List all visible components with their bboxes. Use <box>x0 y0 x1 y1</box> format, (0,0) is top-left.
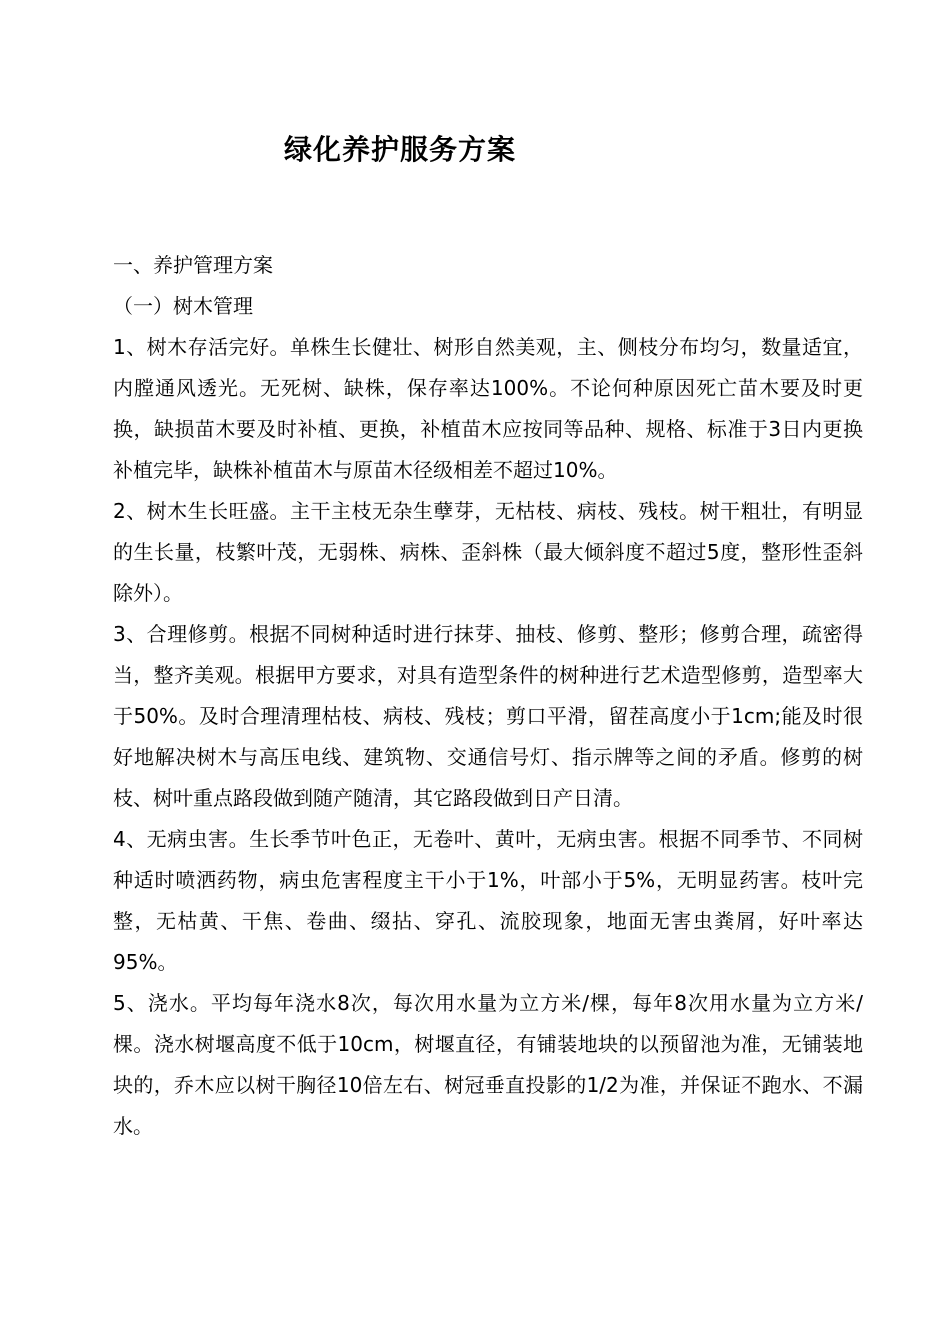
paragraph-item: 2、树木生长旺盛。主干主枝无杂生孽芽，无枯枝、病枝、残枝。树干粗壮，有明显的生长量，枝繁叶茂，无弱株、病株、歪斜株（最大倾斜度不超过5度，整形性歪斜除外）。 <box>113 499 863 605</box>
section-heading: 一、养护管理方案 <box>113 253 273 277</box>
paragraph-item: 5、浇水。平均每年浇水8次，每次用水量为立方米/棵，每年8次用水量为立方米/棵。浇水树堰高度不低于10cm，树堰直径，有铺装地块的以预留池为准，无铺装地块的，乔木应以树干胸径10倍左右、树冠垂直投影的1/2为准，并保证不跑水、不漏水。 <box>113 991 863 1138</box>
paragraph-item: 4、无病虫害。生长季节叶色正，无卷叶、黄叶，无病虫害。根据不同季节、不同树种适时喷洒药物，病虫危害程度主干小于1%，叶部小于5%，无明显药害。枝叶完整，无枯黄、干焦、卷曲、缀拈、穿孔、流胶现象，地面无害虫粪屑，好叶率达95%。 <box>113 827 863 974</box>
paragraph-item: 1、树木存活完好。单株生长健壮、树形自然美观，主、侧枝分布均匀，数量适宜，内膛通风透光。无死树、缺株，保存率达100%。不论何种原因死亡苗木要及时更换，缺损苗木要及时补植、更换，补植苗木应按同等品种、规格、标准于3日内更换补植完毕，缺株补植苗木与原苗木径级相差不超过10%。 <box>113 335 863 482</box>
document-title: 绿化养护服务方案 <box>283 133 516 166</box>
document-body <box>113 245 863 1147</box>
paragraph-item: 3、合理修剪。根据不同树种适时进行抹芽、抽枝、修剪、整形；修剪合理，疏密得当，整齐美观。根据甲方要求，对具有造型条件的树种进行艺术造型修剪，造型率大于50%。及时合理清理枯枝、病枝、残枝；剪口平滑，留茬高度小于1cm;能及时很好地解决树木与高压电线、建筑物、交通信号灯、指示牌等之间的矛盾。修剪的树枝、树叶重点路段做到随产随清，其它路段做到日产日清。 <box>113 622 863 810</box>
sub-heading: （一）树木管理 <box>113 294 253 318</box>
